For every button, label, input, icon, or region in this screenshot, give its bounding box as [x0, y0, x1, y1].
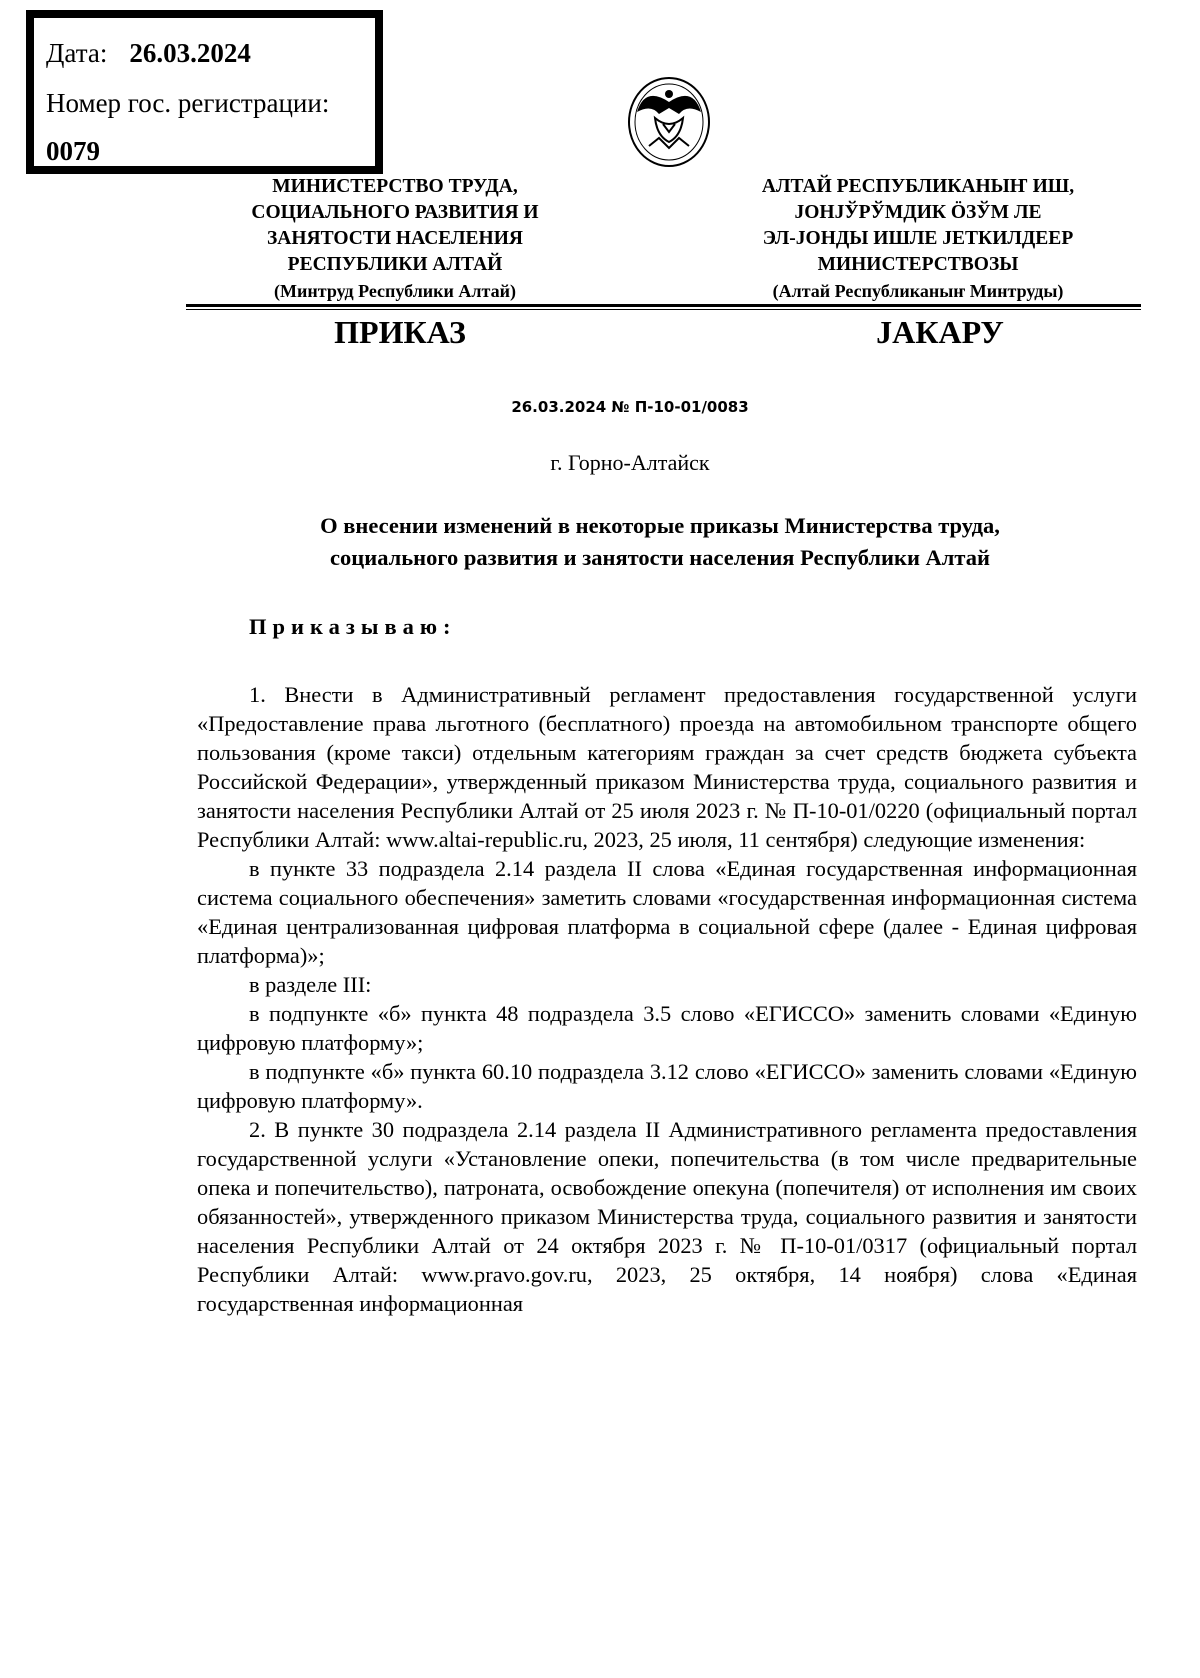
republic-emblem-icon [625, 72, 713, 170]
registration-number-label: Номер гос. регистрации: [46, 88, 330, 118]
ministry-ru-abbreviation: (Минтруд Республики Алтай) [274, 281, 516, 301]
ministry-ru-line: МИНИСТЕРСТВО ТРУДА, [272, 176, 518, 197]
body-paragraph: 1. Внести в Административный регламент предоставления государственной услуги «Предоставление права льготного (бесплатного) проезда на автомобильном транспорте общего пользования (кроме такси) отдельным категориям граждан за счет средств бюджета субъекта Российской Федерации», утвержденный приказом Министерства труда, социального развития и занятости населения Республики Алтай от 25 июля 2023 г. № П-10-01/0220 (официальный портал Республики Алтай: www.altai-republic.ru, 2023, 25 июля, 11 сентября) следующие изменения: [197, 682, 1137, 852]
header-divider-thin [186, 309, 1141, 310]
registration-date-line [46, 38, 251, 68]
registration-date-label: Дата: [46, 38, 108, 68]
ministry-alt-abbreviation: (Алтай Республиканыҥ Минтруды) [772, 281, 1064, 301]
ministry-alt-line: АЛТАЙ РЕСПУБЛИКАНЫҤ ИШ, [761, 176, 1075, 197]
body-paragraph: 2. В пункте 30 подраздела 2.14 раздела II Административного регламента предоставления государственной услуги «Установление опеки, попечительства (в том числе предварительные опека и попечительство), патроната, освобождение опекуна (попечителя) от исполнения им своих обязанностей», утвержденного приказом Министерства труда, социального развития и занятости населения Республики Алтай от 24 октября 2023 г. № П-10-01/0317 (официальный портал Республики Алтай: www.pravo.gov.ru, 2023, 25 октября, 14 ноября) слова «Единая государственная информационная [197, 1117, 1137, 1316]
document-title [190, 510, 1130, 574]
header-divider [186, 304, 1141, 307]
body-paragraph: в подпункте «б» пункта 60.10 подраздела 3.12 слово «ЕГИССО» заменить словами «Единую цифровую платформу». [197, 1059, 1137, 1113]
body-paragraph: в пункте 33 подраздела 2.14 раздела II слова «Единая государственная информационная система социального обеспечения» заметить словами «государственная информационная система «Единая централизованная цифровая платформа в социальной сфере (далее - Единая цифровая платформа)»; [197, 856, 1137, 968]
body-paragraph: в подпункте «б» пункта 48 подраздела 3.5 слово «ЕГИССО» заменить словами «Единую цифровую платформу»; [197, 1001, 1137, 1055]
document-body [197, 680, 1137, 1318]
order-number: 26.03.2024 № П-10-01/0083 [511, 398, 749, 416]
order-title-altai: ЈАКАРУ [876, 314, 1004, 350]
registration-stamp [26, 10, 383, 174]
document-title-line: О внесении изменений в некоторые приказы Министерства труда, [320, 513, 1000, 538]
ministry-alt-line: ЈОНЈЎРЎМДИК ÖЗЎМ ЛЕ [794, 202, 1042, 223]
ministry-alt-line: ЭЛ-ЈОНДЫ ИШЛЕ ЈЕТКИЛДЕЕР [762, 228, 1074, 249]
ministry-name-altai [688, 174, 1148, 304]
order-title-russian: ПРИКАЗ [334, 314, 466, 350]
ministry-ru-line: ЗАНЯТОСТИ НАСЕЛЕНИЯ [267, 228, 523, 249]
registration-date-value: 26.03.2024 [129, 38, 251, 68]
ministry-name-russian [175, 174, 615, 304]
ministry-ru-line: РЕСПУБЛИКИ АЛТАЙ [287, 254, 503, 275]
decree-word: Приказываю: [249, 614, 457, 639]
body-paragraph: в разделе III: [249, 972, 372, 997]
ministry-ru-line: СОЦИАЛЬНОГО РАЗВИТИЯ И [251, 202, 539, 223]
document-title-line: социального развития и занятости населения Республики Алтай [330, 545, 990, 570]
ministry-alt-line: МИНИСТЕРСТВОЗЫ [817, 254, 1019, 275]
registration-number-value: 0079 [46, 136, 100, 166]
order-city: г. Горно-Алтайск [550, 450, 710, 475]
